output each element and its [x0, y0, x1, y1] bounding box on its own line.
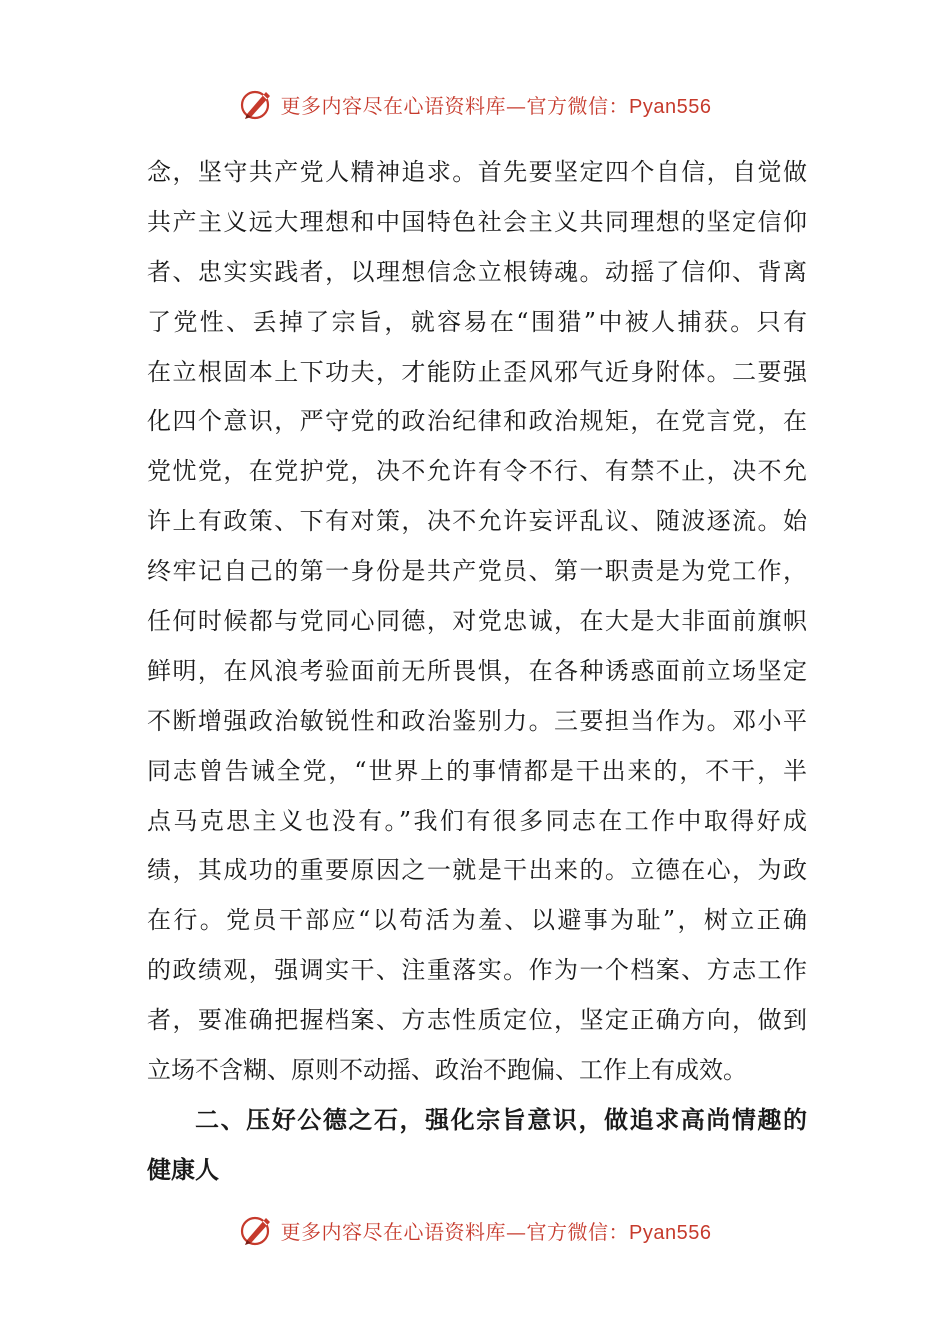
text-line: 的政绩观，强调实干、注重落实。作为一个档案、方志工作 — [147, 956, 807, 985]
watermark-text: 更多内容尽在心语资料库—官方微信：Pyan556 — [280, 93, 712, 118]
text-line: 不断增强政治敏锐性和政治鉴别力。三要担当作为。邓小平 — [147, 706, 807, 735]
text-line: 者、忠实实践者，以理想信念立根铸魂。动摇了信仰、背离 — [147, 257, 807, 286]
text-line: 鲜明，在风浪考验面前无所畏惧，在各种诱惑面前立场坚定 — [147, 656, 807, 685]
text-line: 点马克思主义也没有。”我们有很多同志在工作中取得好成 — [147, 806, 807, 835]
watermark-text: 更多内容尽在心语资料库—官方微信：Pyan556 — [280, 1219, 712, 1244]
text-line: 终牢记自己的第一身份是共产党员、第一职责是为党工作， — [147, 557, 807, 586]
text-line: 同志曾告诫全党，“世界上的事情都是干出来的，不干，半 — [147, 756, 807, 785]
text-line: 任何时候都与党同心同德，对党忠诚，在大是大非面前旗帜 — [147, 607, 807, 636]
text-line: 共产主义远大理想和中国特色社会主义共同理想的坚定信仰 — [147, 207, 807, 236]
heading-line: 健康人 — [147, 1155, 219, 1184]
document-body — [147, 148, 807, 1196]
section-heading — [147, 1096, 807, 1196]
text-line: 化四个意识，严守党的政治纪律和政治规矩，在党言党，在 — [147, 407, 807, 436]
footer-watermark — [0, 1210, 950, 1250]
body-paragraph — [147, 148, 807, 1096]
text-line: 者，要准确把握档案、方志性质定位，坚定正确方向，做到 — [147, 1006, 807, 1035]
text-line: 绩，其成功的重要原因之一就是干出来的。立德在心，为政 — [147, 856, 807, 885]
text-line: 立场不含糊、原则不动摇、政治不跑偏、工作上有成效。 — [147, 1056, 747, 1085]
text-line: 念，坚守共产党人精神追求。首先要坚定四个自信，自觉做 — [147, 158, 807, 186]
pen-logo-icon — [239, 86, 275, 122]
text-line: 了党性、丢掉了宗旨，就容易在“围猎”中被人捕获。只有 — [147, 307, 807, 336]
heading-line: 二、压好公德之石，强化宗旨意识，做追求高尚情趣的 — [195, 1105, 807, 1134]
header-watermark — [0, 84, 950, 124]
pen-logo-icon — [239, 1212, 275, 1248]
text-line: 党忧党，在党护党，决不允许有令不行、有禁不止，决不允 — [147, 457, 807, 486]
text-line: 在行。党员干部应“以苟活为羞、以避事为耻”，树立正确 — [147, 906, 807, 935]
text-line: 在立根固本上下功夫，才能防止歪风邪气近身附体。二要强 — [147, 357, 807, 386]
text-line: 许上有政策、下有对策，决不允许妄评乱议、随波逐流。始 — [147, 507, 807, 536]
